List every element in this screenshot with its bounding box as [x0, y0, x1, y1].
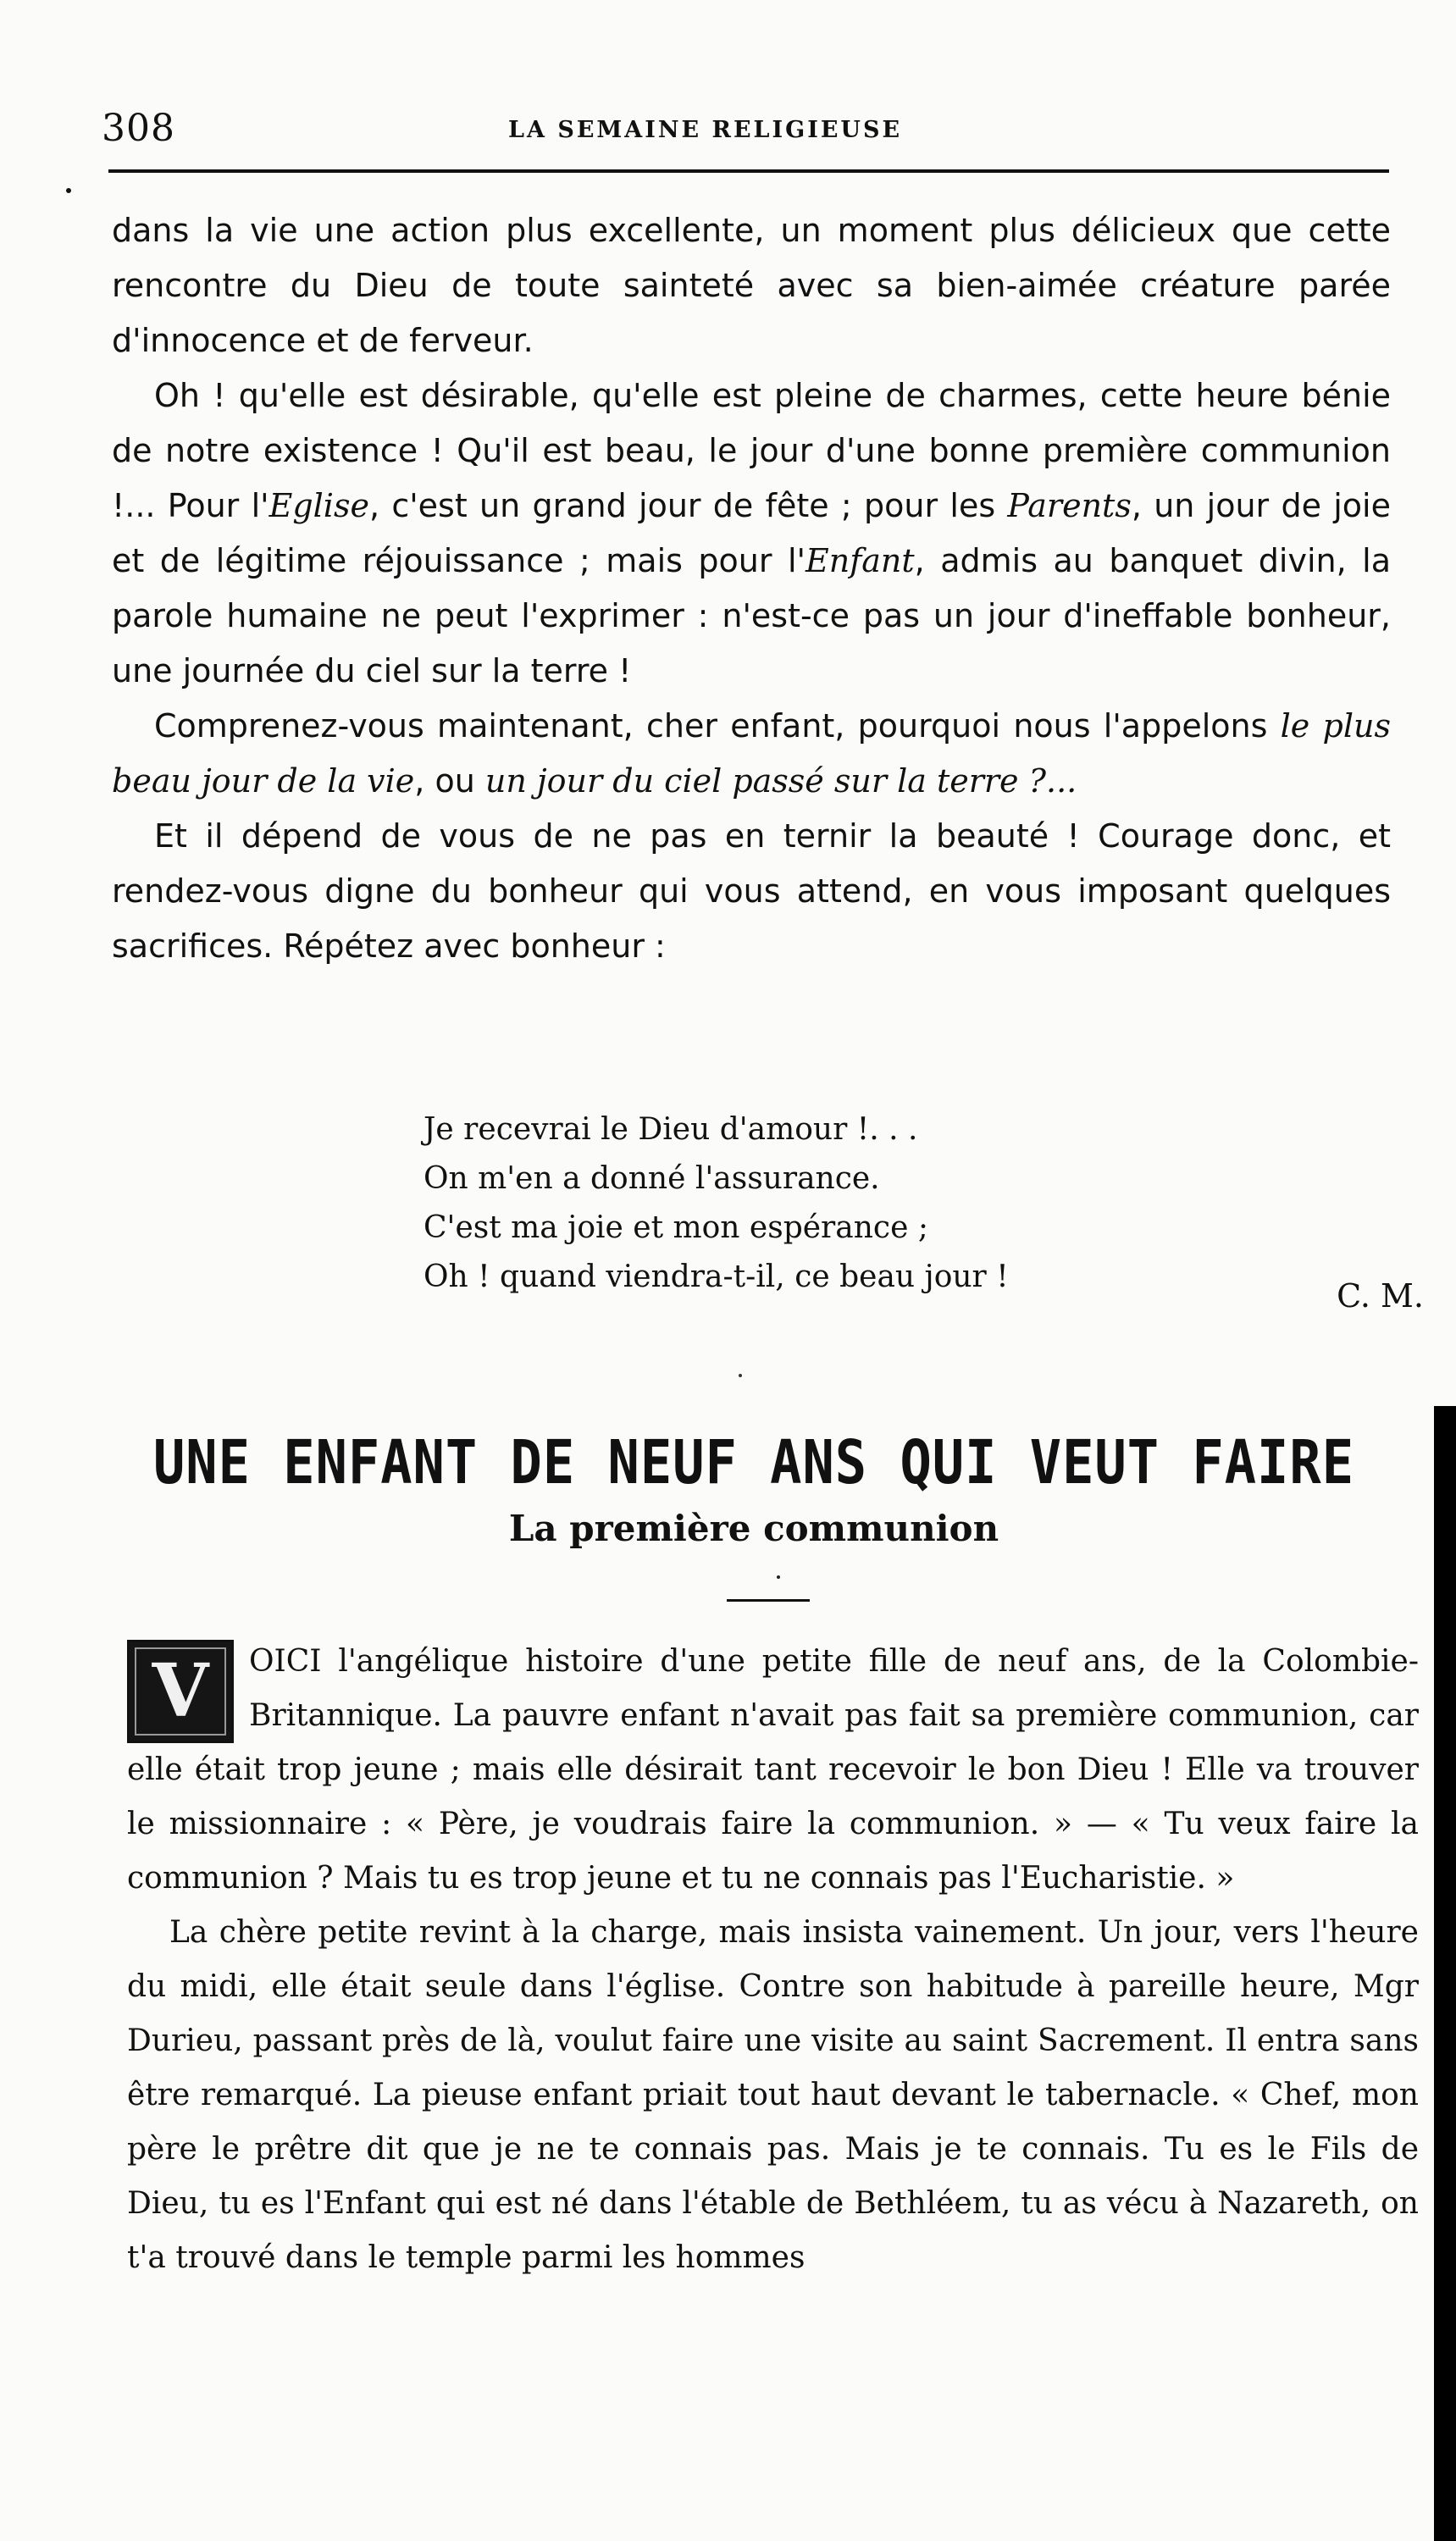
ornament-dot — [777, 1575, 780, 1579]
article-subtitle: La première communion — [508, 1508, 999, 1549]
article-paragraph-1 — [127, 1635, 1419, 1906]
running-title: LA SEMAINE RELIGIEUSE — [508, 117, 903, 143]
author-signature: C. M. — [1337, 1277, 1424, 1315]
paragraph-3 — [112, 699, 1391, 809]
page-number: 308 — [102, 107, 175, 150]
page-header — [102, 100, 1389, 159]
closing-text-section — [112, 203, 1391, 974]
article-title: UNE ENFANT DE NEUF ANS QUI VEUT FAIRE — [152, 1426, 1355, 1498]
poem-line: On m'en a donné l'assurance. — [424, 1161, 880, 1196]
poem-line: C'est ma joie et mon espérance ; — [424, 1210, 928, 1245]
italic-term-enfant: Enfant — [805, 542, 915, 579]
poem-line: Je recevrai le Dieu d'amour !. . . — [424, 1112, 918, 1147]
text-run: , ou — [414, 762, 485, 800]
text-run: Et il dépend de vous de ne pas en ternir la beauté ! Courage donc, et rendez-vous digne du bonheur qui vous attend, en vous imposant quelques sacrifices. Répétez avec bonheur : — [112, 817, 1391, 965]
italic-term-parents: Parents — [1007, 487, 1132, 524]
article-body — [127, 1635, 1419, 2285]
decorated-initial — [127, 1640, 234, 1743]
paragraph-2 — [112, 368, 1391, 699]
text-run: La chère petite revint à la charge, mais insista vainement. Un jour, vers l'heure du midi, elle était seule dans l'église. Contre son habitude à pareille heure, Mgr Durieu, passant près de là, voulut faire une visite au saint Sacrement. Il entra sans être remarqué. La pieuse enfant priait tout haut devant le tabernacle. « Chef, mon père le prêtre dit que je ne te connais pas. Mais je te connais. Tu es le Fils de Dieu, tu es l'Enfant qui est né dans l'étable de Bethléem, tu as vécu à Nazareth, on t'a trouvé dans le temple parmi les hommes — [127, 1915, 1419, 2275]
ink-speck — [66, 188, 71, 193]
text-run: , c'est un grand jour de fête ; pour les — [368, 487, 1008, 524]
poem-line: Oh ! quand viendra-t-il, ce beau jour ! — [424, 1259, 1009, 1294]
italic-term-eglise: Eglise — [269, 487, 369, 524]
header-rule — [108, 169, 1389, 173]
paragraph-1 — [112, 203, 1391, 368]
text-run: , un jour de joie et de légitime réjouissance ; mais pour l' — [112, 487, 1391, 579]
paragraph-4 — [112, 809, 1391, 974]
ornament-rule — [727, 1599, 810, 1602]
scan-edge-shadow — [1434, 1406, 1456, 2541]
decorated-initial-letter: V — [135, 1647, 226, 1736]
text-run: Oh ! qu'elle est désirable, qu'elle est pleine de charmes, cette heure bénie de notre existence ! Qu'il est beau, le jour d'une bonne première communion !... Pour l' — [112, 377, 1391, 524]
text-run: OICI l'angélique histoire d'une petite fille de neuf ans, de la Colombie-Britannique. La pauvre enfant n'avait pas fait sa première communion, car elle était trop jeune ; mais elle désirait tant recevoir le bon Dieu ! Elle va trouver le missionnaire : « Père, je voudrais faire la communion. » — « Tu veux faire la communion ? Mais tu es trop jeune et tu ne connais pas l'Eucharistie. » — [127, 1644, 1419, 1896]
article-paragraph-2 — [127, 1906, 1419, 2285]
italic-phrase-2: un jour du ciel passé sur la terre ?... — [484, 762, 1077, 800]
italic-phrase-1: le plus beau jour de la vie — [112, 707, 1391, 800]
text-run: , admis au banquet divin, la parole humaine ne peut l'exprimer : n'est-ce pas un jour d'ineffable bonheur, une journée du ciel sur la terre ! — [112, 542, 1391, 689]
text-run: Comprenez-vous maintenant, cher enfant, pourquoi nous l'appelons — [154, 707, 1281, 745]
text-run: dans la vie une action plus excellente, un moment plus délicieux que cette rencontre du Dieu de toute sainteté avec sa bien-aimée créature parée d'innocence et de ferveur. — [112, 212, 1391, 359]
poem — [424, 1105, 1389, 1302]
separator-dot — [739, 1374, 742, 1377]
